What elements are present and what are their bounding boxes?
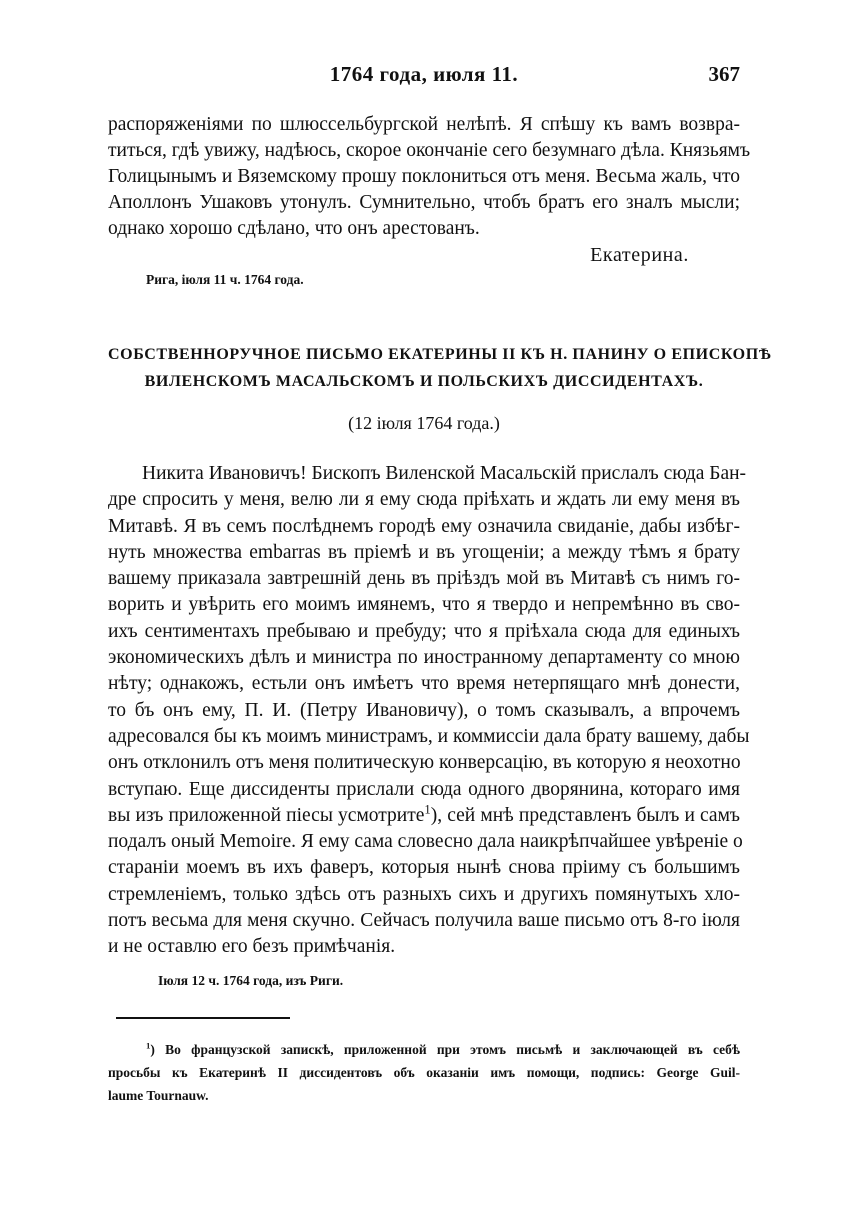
letter-1-line: титься, гдѣ увижу, надѣюсь, скорое окончаніе сего безумнаго дѣла. Князьямъ bbox=[108, 140, 751, 161]
letter-1-signature: Екатерина. bbox=[590, 244, 689, 266]
running-title: 1764 года, июля 11. bbox=[329, 62, 519, 86]
letter-1-line: распоряженіями по шлюссельбургской нелѣпѣ. Я спѣшу къ вамъ возвра- bbox=[108, 114, 740, 135]
letter-2-line: онъ отклонилъ отъ меня политическую конверсацію, въ которую я неохотно bbox=[108, 752, 741, 774]
letter-2-line: стремленіемъ, только здѣсь отъ разныхъ сихъ и другихъ помянутыхъ хло- bbox=[108, 883, 740, 905]
footnote-ref-marker[interactable]: 1 bbox=[424, 802, 431, 817]
letter-2-line: дре спросить у меня, велю ли я ему сюда пріѣхать и ждать ли ему меня въ bbox=[108, 489, 740, 511]
letter-2-line: потъ весьма для меня скучно. Сейчасъ получила ваше письмо отъ 8-го іюля bbox=[108, 910, 740, 932]
letter-2-line: ворить и увѣрить его моимъ имянемъ, что я твердо и непремѣнно въ сво- bbox=[108, 594, 740, 616]
letter-2-line: нѣту; однакожъ, естьли онъ имѣетъ что время нетерпящаго мнѣ донести, bbox=[108, 673, 740, 695]
section-heading-date: (12 іюля 1764 года.) bbox=[348, 413, 500, 433]
letter-1-dateline: Рига, іюля 11 ч. 1764 года. bbox=[146, 272, 304, 287]
page-number: 367 bbox=[708, 62, 740, 86]
letter-2-line-with-footnote bbox=[108, 803, 740, 829]
letter-2-line: и не оставлю его безъ примѣчанія. bbox=[108, 936, 396, 958]
footnote-marker: 1 bbox=[146, 1040, 151, 1051]
letter-2-line: экономическихъ дѣлъ и министра по иностранному департаменту со мною bbox=[108, 647, 740, 669]
letter-2-line-part: вы изъ приложенной піесы усмотрите bbox=[108, 804, 425, 826]
letter-2-line: то бъ онъ ему, П. И. (Петру Ивановичу), о томъ сказывалъ, а впрочемъ bbox=[108, 699, 740, 721]
letter-2-line: вашему приказала завтрешній день въ пріѣздъ мой въ Митавѣ съ нимъ го- bbox=[108, 568, 740, 590]
footnote-line-text: ) Во французской запискѣ, приложенной при этомъ письмѣ и заключающей въ себѣ bbox=[150, 1042, 740, 1057]
letter-2-line: стараніи моемъ въ ихъ фаверъ, которыя нынѣ снова пріиму съ большимъ bbox=[108, 857, 740, 879]
letter-1-body bbox=[108, 112, 751, 242]
footnote-divider bbox=[116, 1017, 290, 1019]
footnote-line: laume Tournauw. bbox=[108, 1088, 209, 1103]
running-head bbox=[108, 62, 740, 92]
section-heading-line-2: ВИЛЕНСКОМЪ МАСАЛЬСКОМЪ И ПОЛЬСКИХЪ ДИССИДЕНТАХЪ. bbox=[144, 373, 704, 390]
letter-1-line: Голицынымъ и Вяземскому прошу поклониться отъ меня. Весьма жаль, что bbox=[108, 166, 740, 187]
letter-2-line: адресовался бы къ моимъ министрамъ, и коммиссіи дала брату вашему, дабы bbox=[108, 725, 750, 747]
letter-2-line: Митавѣ. Я въ семъ послѣднемъ городѣ ему означила свиданіе, дабы избѣг- bbox=[108, 515, 740, 537]
letter-2-line: нуть множества embarras въ пріемѣ и въ угощеніи; а между тѣмъ я брату bbox=[108, 541, 740, 563]
letter-2-line: подалъ оный Memoire. Я ему сама словесно дала наикрѣпчайшее увѣреніе о bbox=[108, 831, 743, 853]
section-heading bbox=[108, 341, 772, 395]
letter-1-line: Аполлонъ Ушаковъ утонулъ. Сумнительно, чтобъ братъ его зналъ мысли; bbox=[108, 192, 740, 213]
letter-2-body bbox=[108, 461, 750, 961]
letter-2-line: вступаю. Еще диссиденты прислали сюда одного дворянина, котораго имя bbox=[108, 778, 740, 800]
letter-2-line: Никита Ивановичъ! Бископъ Виленской Масальскій прислалъ сюда Бан- bbox=[142, 463, 747, 484]
letter-2-dateline: Іюля 12 ч. 1764 года, изъ Риги. bbox=[158, 973, 344, 988]
letter-1-line: однако хорошо сдѣлано, что онъ арестованъ. bbox=[108, 218, 480, 239]
letter-2-line-part: ), сей мнѣ представленъ былъ и самъ bbox=[430, 804, 740, 826]
footnote bbox=[108, 1038, 740, 1107]
footnote-line: просьбы къ Екатеринѣ II диссидентовъ объ оказаніи имъ помощи, подпись: George Guil- bbox=[108, 1065, 740, 1080]
section-heading-line-1: СОБСТВЕННОРУЧНОЕ ПИСЬМО ЕКАТЕРИНЫ II КЪ Н. ПАНИНУ О ЕПИСКОПѢ bbox=[108, 346, 772, 363]
letter-2-line: ихъ сентиментахъ пребываю и пребуду; что я пріѣхала сюда для единыхъ bbox=[108, 620, 740, 642]
footnote-line bbox=[108, 1038, 740, 1061]
